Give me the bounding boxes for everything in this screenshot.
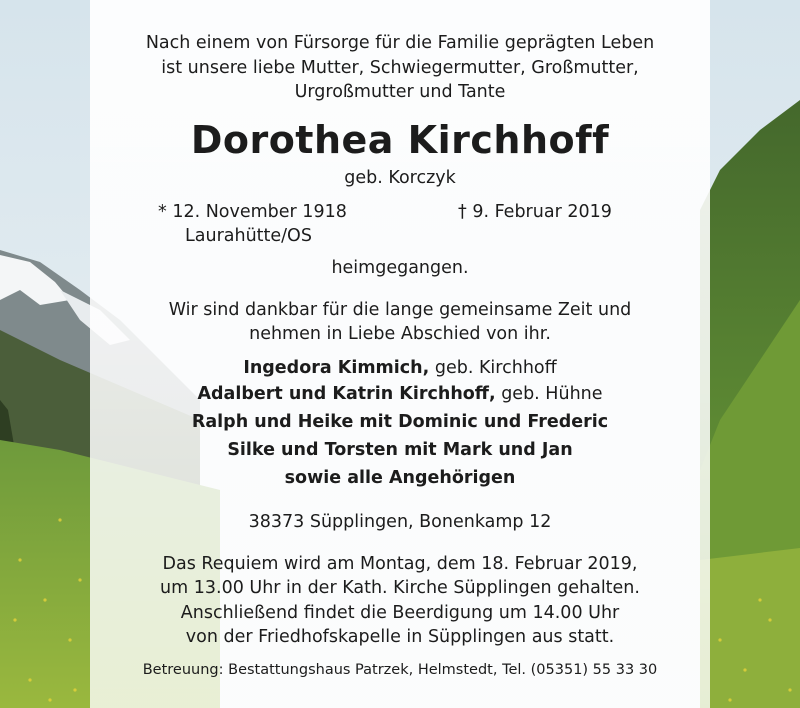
intro-line-2: ist unsere liebe Mutter, Schwiegermutter, Großmutter,: [161, 58, 639, 78]
mourner-line: [90, 356, 710, 380]
intro-line-3: Urgroßmutter und Tante: [294, 82, 506, 102]
gratitude-line-1: Wir sind dankbar für die lange gemeinsame Zeit und: [168, 300, 632, 320]
mourner-name: Adalbert und Katrin Kirchhoff,: [197, 384, 496, 404]
service-line-4: von der Friedhofskapelle in Süpplingen aus statt.: [185, 627, 615, 647]
mourner-line: [90, 438, 710, 462]
mourner-line: [90, 382, 710, 406]
deceased-name: Dorothea Kirchhoff: [190, 118, 610, 162]
mourner-line: [90, 466, 710, 490]
gratitude-line-2: nehmen in Liebe Abschied von ihr.: [249, 324, 551, 344]
birth-date: * 12. November 1918: [158, 202, 347, 222]
undertaker-credit: Betreuung: Bestattungshaus Patrzek, Helmstedt, Tel. (05351) 55 33 30: [142, 662, 658, 678]
mourner-note: geb. Hühne: [495, 384, 603, 404]
death-date: † 9. Februar 2019: [458, 202, 612, 222]
mourner-note: geb. Kirchhoff: [429, 358, 557, 378]
family-address: 38373 Süpplingen, Bonenkamp 12: [248, 512, 552, 532]
mourner-name: Silke und Torsten mit Mark und Jan: [227, 440, 573, 460]
birth-name: geb. Korczyk: [344, 168, 456, 188]
mourner-line: [90, 410, 710, 434]
service-line-1: Das Requiem wird am Montag, dem 18. Februar 2019,: [162, 554, 638, 574]
obituary-notice: [90, 0, 710, 708]
mourner-name: Ingedora Kimmich,: [243, 358, 430, 378]
passed-away-text: heimgegangen.: [331, 258, 469, 278]
service-line-3: Anschließend findet die Beerdigung um 14.00 Uhr: [180, 603, 620, 623]
mourner-name: sowie alle Angehörigen: [284, 468, 516, 488]
service-line-2: um 13.00 Uhr in der Kath. Kirche Süpplingen gehalten.: [160, 578, 640, 598]
birthplace: Laurahütte/OS: [185, 226, 312, 246]
intro-line-1: Nach einem von Fürsorge für die Familie geprägten Leben: [145, 33, 655, 53]
mourner-name: Ralph und Heike mit Dominic und Frederic: [191, 412, 609, 432]
